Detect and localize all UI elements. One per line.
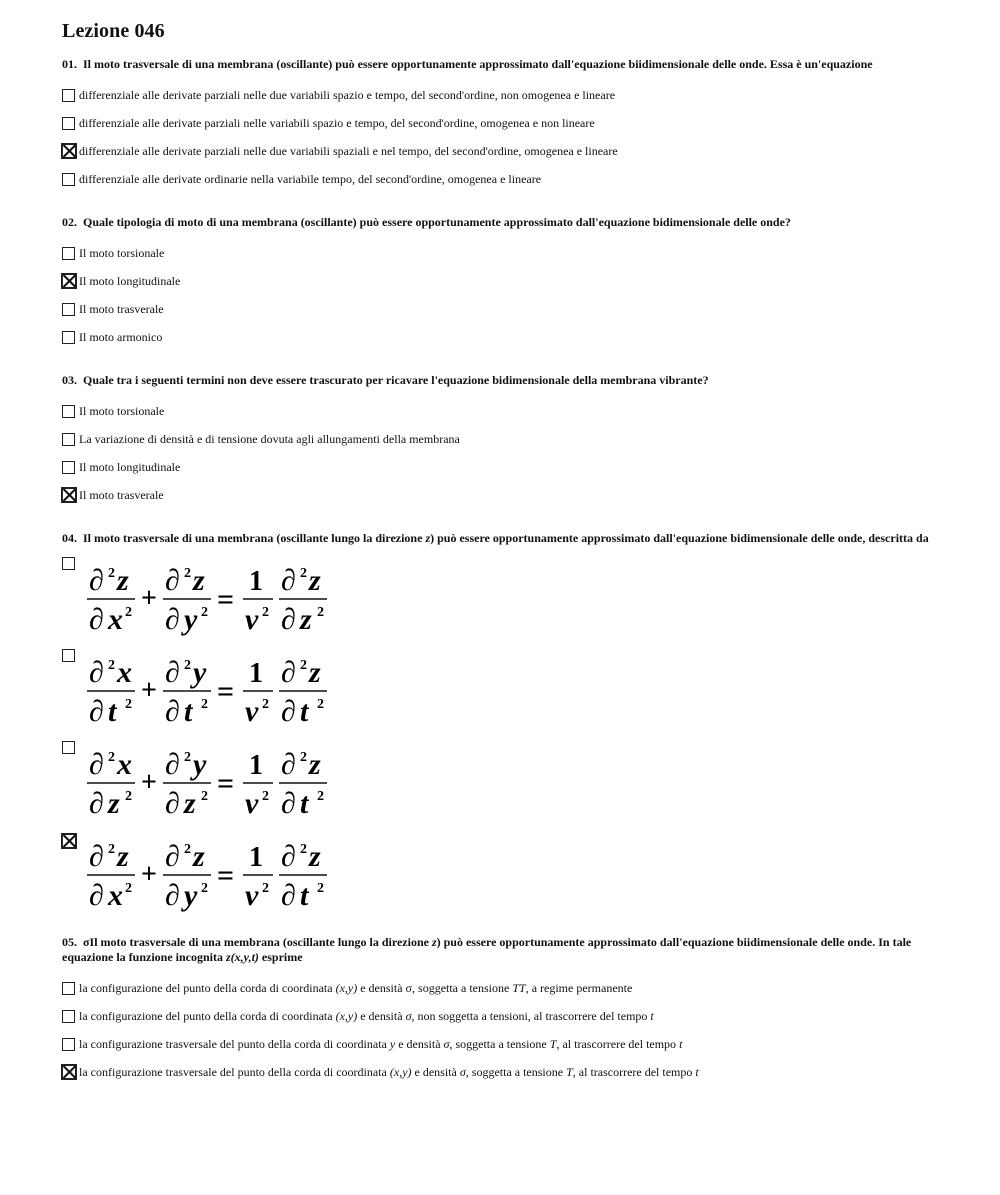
equation [87,651,337,736]
option-label: differenziale alle derivate ordinarie nella variabile tempo, del second'ordine, omogenea e lineare [79,171,542,186]
math-symbol: t [695,1064,699,1079]
numerator-one: 1 [249,842,263,873]
exponent: 2 [184,566,191,581]
plus-sign: + [141,675,157,706]
exponent: 2 [201,697,208,712]
partial-symbol: ∂ [89,656,104,689]
partial-symbol: ∂ [89,787,104,820]
checkbox[interactable] [62,461,75,474]
answer-option[interactable] [62,81,942,109]
partial-symbol: ∂ [281,656,296,689]
checkbox[interactable] [62,405,75,418]
numerator-variable: z [193,840,205,873]
partial-symbol: ∂ [165,840,180,873]
answer-option[interactable] [62,295,942,323]
option-text: , soggetta a tensione [465,1064,567,1079]
exponent: 2 [300,842,307,857]
partial-symbol: ∂ [165,603,180,636]
plus-sign: + [141,767,157,798]
exponent: 2 [125,789,132,804]
equals-sign: = [217,859,235,892]
plus-sign: + [141,583,157,614]
partial-symbol: ∂ [281,787,296,820]
checkbox[interactable] [61,833,77,849]
question-number: 05. [62,935,77,949]
checkbox[interactable] [61,143,77,159]
question-text [62,935,942,965]
exponent: 2 [201,881,208,896]
answer-option[interactable] [62,453,942,481]
numerator-one: 1 [249,566,263,597]
question-05 [62,935,942,1086]
velocity-v: v [245,695,259,728]
option-text: , a regime permanente [525,980,633,995]
checkbox[interactable] [61,273,77,289]
option-text: la configurazione trasversale del punto della corda di coordinata [79,1064,390,1079]
math-symbol: y [389,1036,396,1051]
question-body: Quale tipologia di moto di una membrana (oscillante) può essere opportunamente approssimato dall'equazione bidimensionale delle onde? [83,215,791,229]
denominator-variable: t [300,879,309,912]
math-symbol: σ [443,1036,450,1051]
exponent: 2 [317,789,324,804]
numerator-variable: z [117,840,129,873]
numerator-variable: z [193,564,205,597]
denominator-variable: y [184,879,198,912]
equals-sign: = [217,583,235,616]
exponent: 2 [201,789,208,804]
exponent: 2 [262,605,269,620]
question-body: σIl moto trasversale di una membrana (oscillante lungo la direzione [83,935,432,949]
question-body: Il moto trasversale di una membrana (oscillante) può essere opportunamente approssimato dall'equazione biidimensionale delle onde. Essa è un'equazione [83,57,873,71]
option-label: Il moto longitudinale [79,459,181,474]
math-symbol: t [679,1036,683,1051]
equals-sign: = [217,767,235,800]
numerator-variable: z [117,564,129,597]
checkbox[interactable] [61,1064,77,1080]
option-label: differenziale alle derivate parziali nelle variabili spazio e tempo, del second'ordine, omogenea e non lineare [79,115,595,130]
question-text [62,531,942,546]
plus-sign: + [141,859,157,890]
partial-symbol: ∂ [165,564,180,597]
numerator-variable: z [309,564,321,597]
exponent: 2 [262,789,269,804]
option-text: e densità [395,1036,444,1051]
checkbox[interactable] [62,649,75,662]
answer-option[interactable] [62,481,942,509]
option-text: e densità σ, soggetta a tensione [357,980,513,995]
answer-option[interactable] [62,323,942,351]
option-label: differenziale alle derivate parziali nelle due variabili spaziali e nel tempo, del second'ordine, omogenea e lineare [79,143,618,158]
denominator-variable: z [184,787,196,820]
answer-option[interactable] [62,1002,942,1030]
exponent: 2 [125,697,132,712]
denominator-variable: t [300,787,309,820]
exponent: 2 [184,842,191,857]
partial-symbol: ∂ [281,879,296,912]
velocity-v: v [245,879,259,912]
checkbox[interactable] [62,741,75,754]
equation [87,835,337,920]
exponent: 2 [317,881,324,896]
question-body: Il moto trasversale di una membrana (oscillante lungo la direzione [83,531,426,545]
answer-option[interactable] [62,974,942,1002]
option-text: la configurazione trasversale del punto della corda di coordinata [79,1036,390,1051]
checkbox[interactable] [62,303,75,316]
math-symbol: σ [459,1064,466,1079]
numerator-variable: z [309,656,321,689]
numerator-one: 1 [249,750,263,781]
option-label [79,1037,682,1052]
partial-symbol: ∂ [281,840,296,873]
exponent: 2 [125,881,132,896]
denominator-variable: x [108,879,123,912]
checkbox[interactable] [62,1010,75,1023]
partial-symbol: ∂ [89,879,104,912]
math-symbol: T [566,1064,573,1079]
partial-symbol: ∂ [281,748,296,781]
partial-symbol: ∂ [281,695,296,728]
option-text: , non soggetta a tensioni, al trascorrere del tempo [411,1008,651,1023]
option-label [79,1065,699,1080]
question-text [62,215,942,230]
exponent: 2 [108,842,115,857]
question-body-mid: ) può essere opportunamente approssimato dall'equazione biidimensionale delle onde. In tale equazione la funzione incognita [62,935,912,964]
denominator-variable: t [184,695,193,728]
math-symbol: t [650,1008,654,1023]
equation-option[interactable] [62,647,942,739]
denominator-variable: t [108,695,117,728]
option-label: Il moto trasverale [79,301,164,316]
question-body: Quale tra i seguenti termini non deve essere trascurato per ricavare l'equazione bidimensionale della membrana vibrante? [83,373,709,387]
answer-option[interactable] [62,137,942,165]
page-title: Lezione 046 [62,20,165,42]
denominator-variable: z [300,603,312,636]
partial-symbol: ∂ [89,748,104,781]
exponent: 2 [184,658,191,673]
partial-symbol: ∂ [165,787,180,820]
denominator-variable: x [108,603,123,636]
checkbox[interactable] [62,173,75,186]
exponent: 2 [125,605,132,620]
option-label [79,981,632,996]
denominator-variable: t [300,695,309,728]
exponent: 2 [300,658,307,673]
numerator-variable: x [117,656,132,689]
partial-symbol: ∂ [165,695,180,728]
option-text: e densità [411,1064,460,1079]
equation [87,559,337,644]
question-03 [62,373,942,509]
math-symbol: (x,y) [335,1008,358,1023]
equation-option[interactable] [62,555,942,647]
option-text: , al trascorrere del tempo [556,1036,680,1051]
partial-symbol: ∂ [89,695,104,728]
checkbox[interactable] [62,1038,75,1051]
numerator-variable: y [193,656,207,689]
partial-symbol: ∂ [89,840,104,873]
option-text: , al trascorrere del tempo [572,1064,696,1079]
partial-symbol: ∂ [165,656,180,689]
question-number: 04. [62,531,77,545]
partial-symbol: ∂ [165,748,180,781]
exponent: 2 [108,750,115,765]
checkbox[interactable] [62,331,75,344]
question-variable: z [425,531,431,545]
question-number: 03. [62,373,77,387]
answer-option[interactable] [62,165,942,193]
exponent: 2 [262,697,269,712]
denominator-variable: z [108,787,120,820]
question-04 [62,531,942,923]
equation-option[interactable] [62,831,942,923]
checkbox[interactable] [62,982,75,995]
checkbox[interactable] [62,117,75,130]
equals-sign: = [217,675,235,708]
answer-option[interactable] [62,267,942,295]
math-symbol: (x,y) [389,1064,412,1079]
question-function: z(x,y,t) [226,950,259,964]
velocity-v: v [245,787,259,820]
option-label [79,1009,654,1024]
option-text: e densità [357,1008,406,1023]
question-text [62,373,942,388]
equation [87,743,337,828]
numerator-variable: z [309,748,321,781]
question-body-end: ) può essere opportunamente approssimato dall'equazione bidimensionale delle onde, descritta da [430,531,929,545]
answer-option[interactable] [62,425,942,453]
question-variable: z [431,935,437,949]
math-symbol: T [549,1036,557,1051]
math-symbol: (x,y) [335,980,358,995]
option-text: la configurazione del punto della corda di coordinata [79,1008,336,1023]
numerator-variable: y [193,748,207,781]
numerator-variable: x [117,748,132,781]
option-label: Il moto armonico [79,329,163,344]
answer-option[interactable] [62,1030,942,1058]
option-label: Il moto trasverale [79,487,164,502]
option-text: , soggetta a tensione [449,1036,550,1051]
exponent: 2 [108,566,115,581]
question-number: 01. [62,57,77,71]
checkbox[interactable] [61,487,77,503]
answer-option[interactable] [62,1058,942,1086]
checkbox[interactable] [62,247,75,260]
exponent: 2 [317,605,324,620]
partial-symbol: ∂ [89,564,104,597]
equation-option[interactable] [62,739,942,831]
answer-option[interactable] [62,239,942,267]
option-label: Il moto longitudinale [79,273,181,288]
question-02 [62,215,942,351]
denominator-variable: y [184,603,198,636]
option-label: Il moto torsionale [79,245,165,260]
math-symbol: σ [405,1008,412,1023]
question-number: 02. [62,215,77,229]
exponent: 2 [108,658,115,673]
checkbox[interactable] [62,433,75,446]
q5-options [62,974,942,1086]
partial-symbol: ∂ [281,603,296,636]
question-01 [62,57,942,193]
partial-symbol: ∂ [281,564,296,597]
velocity-v: v [245,603,259,636]
question-text [62,57,942,72]
option-label: Il moto torsionale [79,403,165,418]
exponent: 2 [184,750,191,765]
partial-symbol: ∂ [165,879,180,912]
exponent: 2 [300,750,307,765]
partial-symbol: ∂ [89,603,104,636]
equation-options [62,555,942,923]
answer-option[interactable] [62,397,942,425]
exponent: 2 [201,605,208,620]
question-body-end: esprime [258,950,303,964]
checkbox[interactable] [62,89,75,102]
exponent: 2 [262,881,269,896]
checkbox[interactable] [62,557,75,570]
numerator-variable: z [309,840,321,873]
option-text: la configurazione del punto della corda di coordinata [79,980,336,995]
numerator-one: 1 [249,658,263,689]
exponent: 2 [300,566,307,581]
document-page [62,20,942,1108]
answer-option[interactable] [62,109,942,137]
math-symbol: TT [512,980,526,995]
exponent: 2 [317,697,324,712]
option-label: La variazione di densità e di tensione dovuta agli allungamenti della membrana [79,431,460,446]
option-label: differenziale alle derivate parziali nelle due variabili spazio e tempo, del second'ordine, non omogenea e lineare [79,87,616,102]
